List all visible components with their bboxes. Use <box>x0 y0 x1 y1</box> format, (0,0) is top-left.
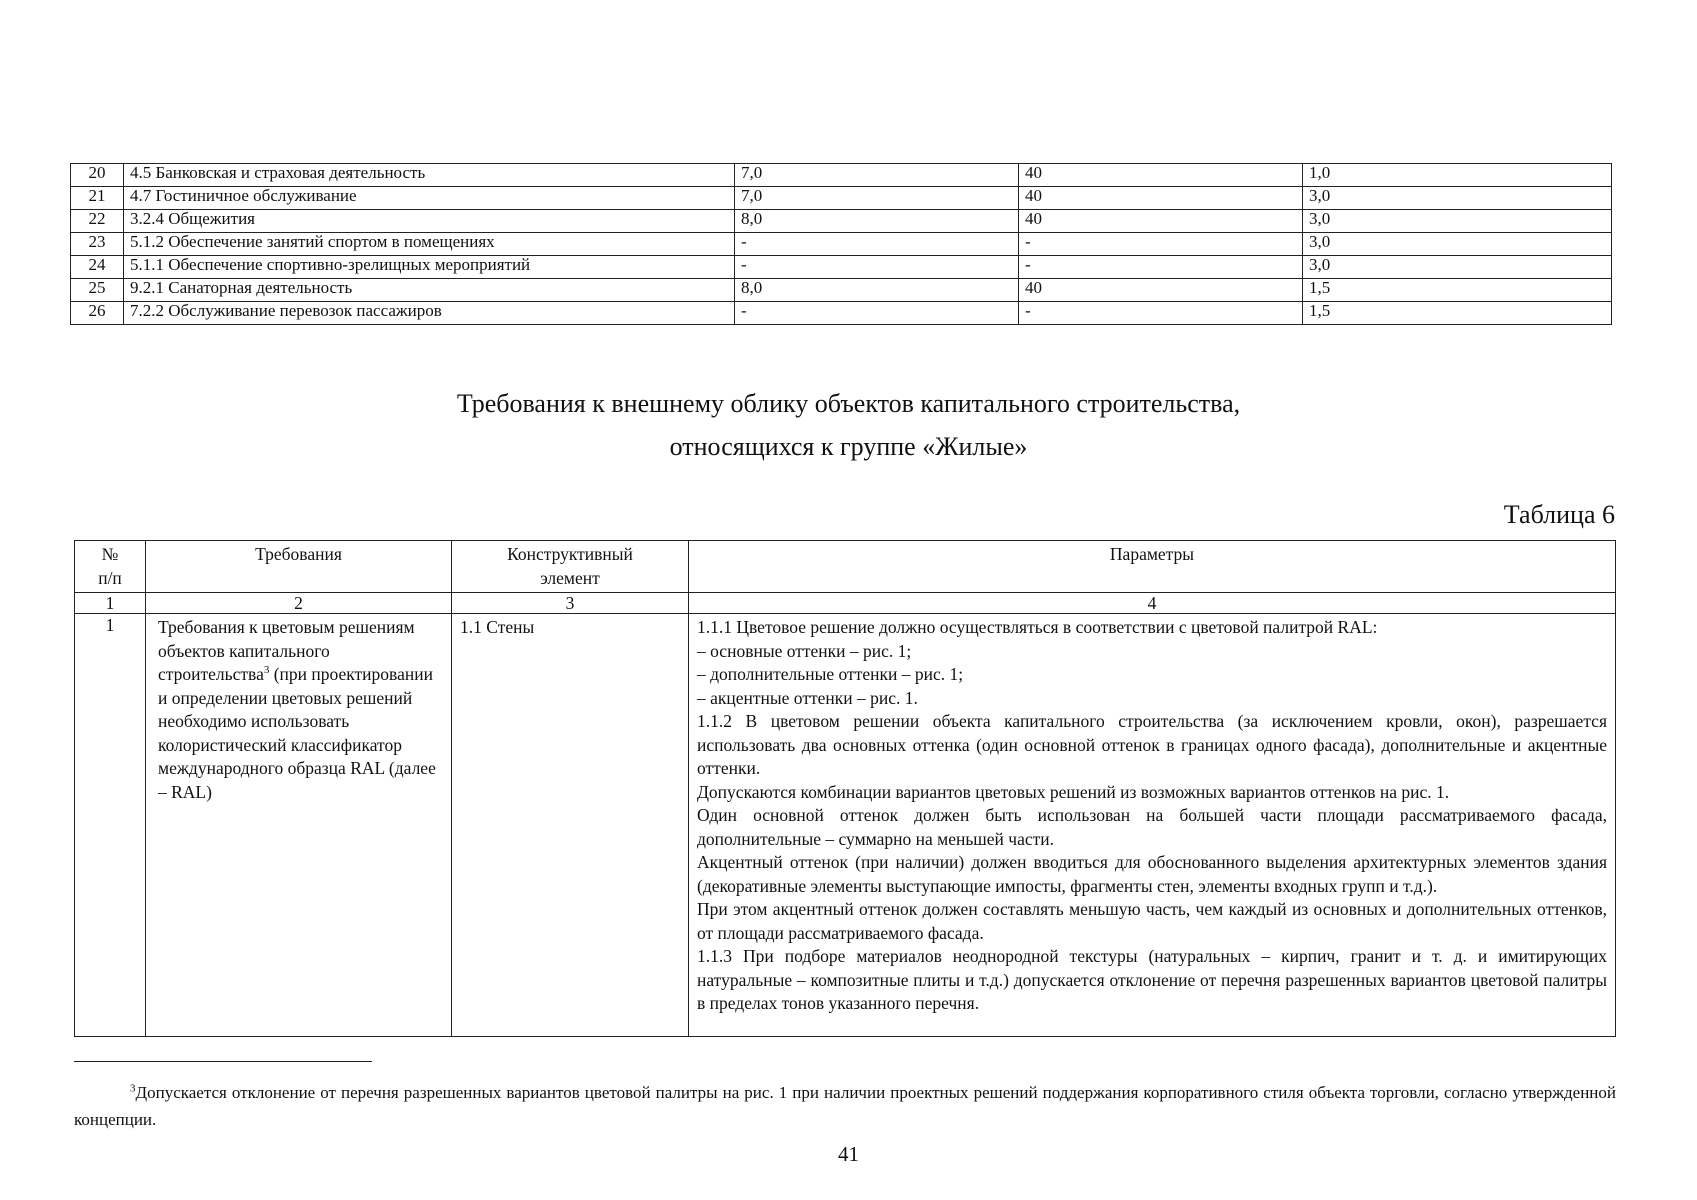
row-requirements <box>146 614 452 1037</box>
table-row <box>71 302 1612 325</box>
param-line: Акцентный оттенок (при наличии) должен вводиться для обоснованного выделения архитектурных элементов здания (декоративные элементы выступающие импосты, фрагменты стен, элементы входных групп и т.д.). <box>697 852 1607 896</box>
row-value-1: 7,0 <box>735 164 1019 187</box>
row-parameters <box>689 614 1616 1037</box>
page-number: 41 <box>838 1142 859 1166</box>
column-index: 4 <box>689 593 1616 614</box>
row-value-1: - <box>735 233 1019 256</box>
column-index-row <box>75 593 1616 614</box>
row-value-1: - <box>735 302 1019 325</box>
header-element <box>452 541 689 593</box>
row-num: 21 <box>71 187 124 210</box>
param-line: – акцентные оттенки – рис. 1. <box>697 687 918 708</box>
row-value-2: 40 <box>1019 210 1303 233</box>
section-heading-line1: Требования к внешнему облику объектов капитального строительства, <box>456 389 1241 418</box>
land-use-table <box>70 163 1612 325</box>
header-num <box>75 541 146 593</box>
row-value-3: 1,5 <box>1303 279 1612 302</box>
row-num: 24 <box>71 256 124 279</box>
header-element-line1: Конструктивный <box>507 544 633 564</box>
row-value-3: 3,0 <box>1303 187 1612 210</box>
row-name: 4.7 Гостиничное обслуживание <box>124 187 735 210</box>
header-num-line1: № <box>101 544 119 564</box>
row-value-3: 3,0 <box>1303 256 1612 279</box>
table-row <box>71 256 1612 279</box>
row-value-1: 7,0 <box>735 187 1019 210</box>
row-value-1: 8,0 <box>735 210 1019 233</box>
table-row <box>71 279 1612 302</box>
row-value-1: 8,0 <box>735 279 1019 302</box>
row-name: 5.1.2 Обеспечение занятий спортом в помещениях <box>124 233 735 256</box>
row-value-2: 40 <box>1019 187 1303 210</box>
row-value-3: 1,0 <box>1303 164 1612 187</box>
param-line: 1.1.1 Цветовое решение должно осуществляться в соответствии с цветовой палитрой RAL: <box>697 617 1378 637</box>
column-index: 2 <box>146 593 452 614</box>
param-line: При этом акцентный оттенок должен составлять меньшую часть, чем каждый из основных и дополнительных оттенков, от площади рассматриваемого фасада. <box>697 899 1607 943</box>
param-line: – дополнительные оттенки – рис. 1; <box>697 664 964 684</box>
row-num: 20 <box>71 164 124 187</box>
table-label: Таблица 6 <box>1503 500 1615 529</box>
row-num: 1 <box>75 614 146 1037</box>
footnote-divider <box>74 1061 372 1062</box>
row-value-1: - <box>735 256 1019 279</box>
row-num: 26 <box>71 302 124 325</box>
row-num: 25 <box>71 279 124 302</box>
row-name: 7.2.2 Обслуживание перевозок пассажиров <box>124 302 735 325</box>
requirements-table <box>74 540 1616 1037</box>
row-value-3: 3,0 <box>1303 210 1612 233</box>
table-row <box>71 164 1612 187</box>
row-value-2: 40 <box>1019 164 1303 187</box>
column-index: 3 <box>452 593 689 614</box>
footnote-ref: 3 <box>263 664 270 677</box>
row-name: 9.2.1 Санаторная деятельность <box>124 279 735 302</box>
header-requirements: Требования <box>146 541 452 593</box>
row-num: 23 <box>71 233 124 256</box>
footnote-text: Допускается отклонение от перечня разрешенных вариантов цветовой палитры на рис. 1 при наличии проектных решений поддержания корпоративного стиля объекта торговли, согласно утвержденной концепции. <box>74 1083 1616 1129</box>
header-element-line2: элемент <box>540 567 600 588</box>
param-line: – основные оттенки – рис. 1; <box>697 640 912 661</box>
section-heading-line2: относящихся к группе «Жилые» <box>669 432 1028 461</box>
requirements-text: Требования к цветовым решениям объектов капитального строительства <box>158 617 415 684</box>
header-parameters: Параметры <box>689 541 1616 593</box>
row-value-2: - <box>1019 302 1303 325</box>
param-line: 1.1.2 В цветовом решении объекта капитального строительства (за исключением кровли, окон), разрешается использовать два основных оттенка (один основной оттенок в границах одного фасада), дополнительные и акцентные оттенки. <box>697 711 1607 778</box>
param-line: Один основной оттенок должен быть использован на большей части площади рассматриваемого фасада, дополнительные – суммарно на меньшей части. <box>697 805 1607 849</box>
row-value-2: 40 <box>1019 279 1303 302</box>
row-value-3: 3,0 <box>1303 233 1612 256</box>
requirements-text-cont: (при проектировании и определении цветовых решений необходимо использовать колористический классификатор международного образца RAL (далее – RAL) <box>158 664 436 802</box>
row-value-2: - <box>1019 256 1303 279</box>
table-row <box>71 233 1612 256</box>
param-line: 1.1.3 При подборе материалов неоднородной текстуры (натуральных – кирпич, гранит и т. д. и имитирующих натуральные – композитные плиты и т.д.) допускается отклонение от перечня разрешенных вариантов цветовой палитры в пределах тонов указанного перечня. <box>697 946 1607 1013</box>
footnote-mark: 3 <box>130 1082 136 1095</box>
row-value-2: - <box>1019 233 1303 256</box>
row-value-3: 1,5 <box>1303 302 1612 325</box>
row-name: 4.5 Банковская и страховая деятельность <box>124 164 735 187</box>
row-num: 22 <box>71 210 124 233</box>
table-row <box>71 187 1612 210</box>
row-name: 3.2.4 Общежития <box>124 210 735 233</box>
footnote <box>74 1079 1616 1133</box>
table-header-row <box>75 541 1616 593</box>
table-row <box>75 614 1616 1037</box>
param-line: Допускаются комбинации вариантов цветовых решений из возможных вариантов оттенков на рис. 1. <box>697 781 1450 802</box>
row-element: 1.1 Стены <box>452 614 689 1037</box>
column-index: 1 <box>75 593 146 614</box>
row-name: 5.1.1 Обеспечение спортивно-зрелищных мероприятий <box>124 256 735 279</box>
table-row <box>71 210 1612 233</box>
header-num-line2: п/п <box>98 567 122 588</box>
